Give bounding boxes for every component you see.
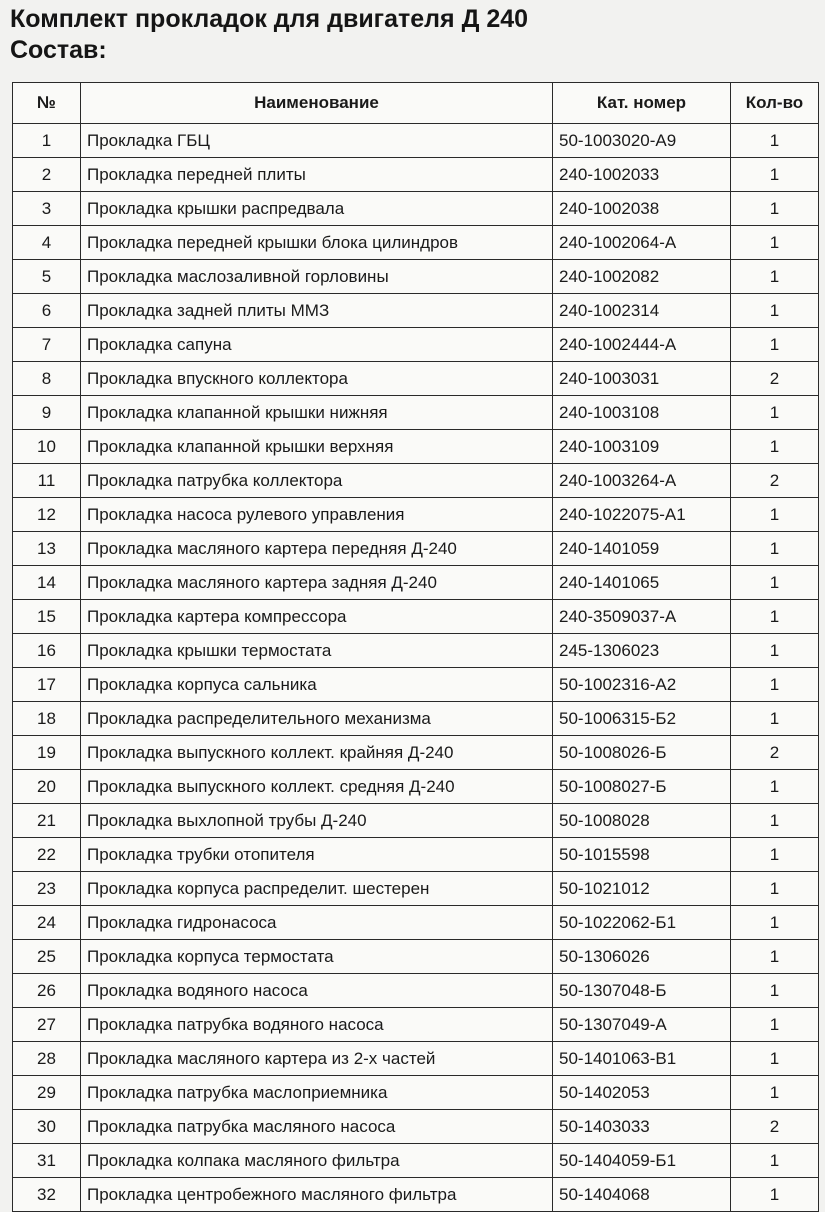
- gasket-table: [12, 82, 819, 1212]
- table-row: [13, 1144, 819, 1178]
- row-catalog-number: 240-1003031: [553, 362, 731, 396]
- table-header-row: [13, 83, 819, 124]
- row-quantity: 1: [731, 702, 819, 736]
- row-quantity: 1: [731, 940, 819, 974]
- row-number: 18: [13, 702, 81, 736]
- row-name: Прокладка масляного картера передняя Д-240: [81, 532, 553, 566]
- row-catalog-number: 240-1401059: [553, 532, 731, 566]
- row-name: Прокладка крышки термостата: [81, 634, 553, 668]
- row-catalog-number: 50-1002316-А2: [553, 668, 731, 702]
- row-number: 3: [13, 192, 81, 226]
- row-name: Прокладка патрубка маслоприемника: [81, 1076, 553, 1110]
- heading-block: [10, 4, 528, 66]
- table-row: [13, 192, 819, 226]
- table-row: [13, 532, 819, 566]
- row-name: Прокладка корпуса термостата: [81, 940, 553, 974]
- row-catalog-number: 245-1306023: [553, 634, 731, 668]
- row-catalog-number: 240-1002082: [553, 260, 731, 294]
- row-quantity: 1: [731, 328, 819, 362]
- row-quantity: 2: [731, 1110, 819, 1144]
- table-row: [13, 566, 819, 600]
- row-number: 1: [13, 124, 81, 158]
- row-name: Прокладка центробежного масляного фильтра: [81, 1178, 553, 1212]
- row-catalog-number: 240-1401065: [553, 566, 731, 600]
- row-quantity: 1: [731, 804, 819, 838]
- row-catalog-number: 50-1006315-Б2: [553, 702, 731, 736]
- row-number: 30: [13, 1110, 81, 1144]
- row-name: Прокладка масляного картера из 2-х частей: [81, 1042, 553, 1076]
- row-quantity: 1: [731, 396, 819, 430]
- row-name: Прокладка клапанной крышки нижняя: [81, 396, 553, 430]
- row-catalog-number: 50-1401063-В1: [553, 1042, 731, 1076]
- row-quantity: 1: [731, 124, 819, 158]
- row-quantity: 2: [731, 464, 819, 498]
- row-number: 8: [13, 362, 81, 396]
- row-catalog-number: 50-1403033: [553, 1110, 731, 1144]
- row-number: 9: [13, 396, 81, 430]
- table-row: [13, 498, 819, 532]
- row-number: 5: [13, 260, 81, 294]
- row-catalog-number: 50-1008026-Б: [553, 736, 731, 770]
- header-number: №: [13, 83, 81, 124]
- row-quantity: 1: [731, 600, 819, 634]
- row-name: Прокладка передней плиты: [81, 158, 553, 192]
- table-row: [13, 1008, 819, 1042]
- table-body: [13, 124, 819, 1212]
- row-quantity: 1: [731, 1144, 819, 1178]
- header-catalog-number: Кат. номер: [553, 83, 731, 124]
- row-number: 26: [13, 974, 81, 1008]
- row-name: Прокладка впускного коллектора: [81, 362, 553, 396]
- row-name: Прокладка колпака масляного фильтра: [81, 1144, 553, 1178]
- row-number: 16: [13, 634, 81, 668]
- row-catalog-number: 50-1008028: [553, 804, 731, 838]
- row-catalog-number: 50-1404068: [553, 1178, 731, 1212]
- row-number: 21: [13, 804, 81, 838]
- table-row: [13, 430, 819, 464]
- row-name: Прокладка масляного картера задняя Д-240: [81, 566, 553, 600]
- table-row: [13, 158, 819, 192]
- header-quantity: Кол-во: [731, 83, 819, 124]
- row-name: Прокладка насоса рулевого управления: [81, 498, 553, 532]
- row-catalog-number: 50-1307048-Б: [553, 974, 731, 1008]
- table-row: [13, 736, 819, 770]
- row-catalog-number: 240-1003108: [553, 396, 731, 430]
- row-catalog-number: 240-1003109: [553, 430, 731, 464]
- row-number: 32: [13, 1178, 81, 1212]
- row-name: Прокладка выпускного коллект. крайняя Д-240: [81, 736, 553, 770]
- row-number: 31: [13, 1144, 81, 1178]
- row-quantity: 1: [731, 226, 819, 260]
- table-row: [13, 124, 819, 158]
- row-number: 7: [13, 328, 81, 362]
- table-row: [13, 804, 819, 838]
- row-number: 17: [13, 668, 81, 702]
- row-quantity: 1: [731, 906, 819, 940]
- row-number: 20: [13, 770, 81, 804]
- row-name: Прокладка задней плиты ММЗ: [81, 294, 553, 328]
- table-row: [13, 226, 819, 260]
- table-row: [13, 600, 819, 634]
- row-catalog-number: 50-1307049-А: [553, 1008, 731, 1042]
- row-name: Прокладка патрубка водяного насоса: [81, 1008, 553, 1042]
- row-quantity: 2: [731, 362, 819, 396]
- row-number: 24: [13, 906, 81, 940]
- row-quantity: 1: [731, 1008, 819, 1042]
- row-name: Прокладка передней крышки блока цилиндров: [81, 226, 553, 260]
- row-number: 11: [13, 464, 81, 498]
- row-name: Прокладка выпускного коллект. средняя Д-240: [81, 770, 553, 804]
- table-row: [13, 940, 819, 974]
- header-name: Наименование: [81, 83, 553, 124]
- row-number: 4: [13, 226, 81, 260]
- row-number: 22: [13, 838, 81, 872]
- row-name: Прокладка распределительного механизма: [81, 702, 553, 736]
- row-name: Прокладка ГБЦ: [81, 124, 553, 158]
- row-catalog-number: 50-1404059-Б1: [553, 1144, 731, 1178]
- row-name: Прокладка маслозаливной горловины: [81, 260, 553, 294]
- document-title: Комплект прокладок для двигателя Д 240: [10, 5, 529, 33]
- row-quantity: 1: [731, 634, 819, 668]
- row-catalog-number: 50-1402053: [553, 1076, 731, 1110]
- row-catalog-number: 240-1002314: [553, 294, 731, 328]
- row-number: 13: [13, 532, 81, 566]
- row-catalog-number: 240-1003264-А: [553, 464, 731, 498]
- row-catalog-number: 240-1002033: [553, 158, 731, 192]
- table-row: [13, 872, 819, 906]
- table-row: [13, 464, 819, 498]
- row-quantity: 1: [731, 974, 819, 1008]
- row-catalog-number: 240-1002038: [553, 192, 731, 226]
- row-number: 10: [13, 430, 81, 464]
- row-quantity: 1: [731, 872, 819, 906]
- row-name: Прокладка крышки распредвала: [81, 192, 553, 226]
- row-name: Прокладка сапуна: [81, 328, 553, 362]
- row-quantity: 1: [731, 1076, 819, 1110]
- row-name: Прокладка корпуса сальника: [81, 668, 553, 702]
- row-catalog-number: 50-1022062-Б1: [553, 906, 731, 940]
- table-row: [13, 260, 819, 294]
- row-quantity: 1: [731, 294, 819, 328]
- row-catalog-number: 240-1002444-А: [553, 328, 731, 362]
- row-quantity: 1: [731, 838, 819, 872]
- row-name: Прокладка гидронасоса: [81, 906, 553, 940]
- row-number: 28: [13, 1042, 81, 1076]
- table-row: [13, 1042, 819, 1076]
- row-catalog-number: 240-1002064-А: [553, 226, 731, 260]
- row-number: 23: [13, 872, 81, 906]
- row-catalog-number: 50-1306026: [553, 940, 731, 974]
- table-row: [13, 328, 819, 362]
- document-subtitle: Состав:: [10, 36, 107, 64]
- row-number: 27: [13, 1008, 81, 1042]
- row-number: 2: [13, 158, 81, 192]
- row-catalog-number: 240-1022075-А1: [553, 498, 731, 532]
- row-quantity: 1: [731, 1178, 819, 1212]
- table-row: [13, 396, 819, 430]
- row-quantity: 1: [731, 770, 819, 804]
- row-quantity: 1: [731, 566, 819, 600]
- row-catalog-number: 50-1008027-Б: [553, 770, 731, 804]
- row-number: 19: [13, 736, 81, 770]
- row-catalog-number: 240-3509037-А: [553, 600, 731, 634]
- row-catalog-number: 50-1021012: [553, 872, 731, 906]
- table-row: [13, 974, 819, 1008]
- row-number: 29: [13, 1076, 81, 1110]
- row-name: Прокладка картера компрессора: [81, 600, 553, 634]
- row-quantity: 1: [731, 158, 819, 192]
- row-name: Прокладка выхлопной трубы Д-240: [81, 804, 553, 838]
- row-number: 25: [13, 940, 81, 974]
- row-quantity: 1: [731, 498, 819, 532]
- row-catalog-number: 50-1015598: [553, 838, 731, 872]
- row-name: Прокладка патрубка масляного насоса: [81, 1110, 553, 1144]
- table-row: [13, 1110, 819, 1144]
- row-name: Прокладка патрубка коллектора: [81, 464, 553, 498]
- table-row: [13, 702, 819, 736]
- row-quantity: 1: [731, 192, 819, 226]
- row-catalog-number: 50-1003020-А9: [553, 124, 731, 158]
- table-row: [13, 1076, 819, 1110]
- table-row: [13, 634, 819, 668]
- row-number: 6: [13, 294, 81, 328]
- row-name: Прокладка водяного насоса: [81, 974, 553, 1008]
- row-quantity: 1: [731, 1042, 819, 1076]
- row-quantity: 2: [731, 736, 819, 770]
- row-number: 15: [13, 600, 81, 634]
- row-quantity: 1: [731, 668, 819, 702]
- row-quantity: 1: [731, 430, 819, 464]
- table-row: [13, 770, 819, 804]
- table-row: [13, 1178, 819, 1212]
- row-quantity: 1: [731, 532, 819, 566]
- row-quantity: 1: [731, 260, 819, 294]
- row-number: 12: [13, 498, 81, 532]
- row-number: 14: [13, 566, 81, 600]
- row-name: Прокладка корпуса распределит. шестерен: [81, 872, 553, 906]
- table-row: [13, 838, 819, 872]
- table-row: [13, 362, 819, 396]
- row-name: Прокладка трубки отопителя: [81, 838, 553, 872]
- table-row: [13, 294, 819, 328]
- table-row: [13, 668, 819, 702]
- table-row: [13, 906, 819, 940]
- row-name: Прокладка клапанной крышки верхняя: [81, 430, 553, 464]
